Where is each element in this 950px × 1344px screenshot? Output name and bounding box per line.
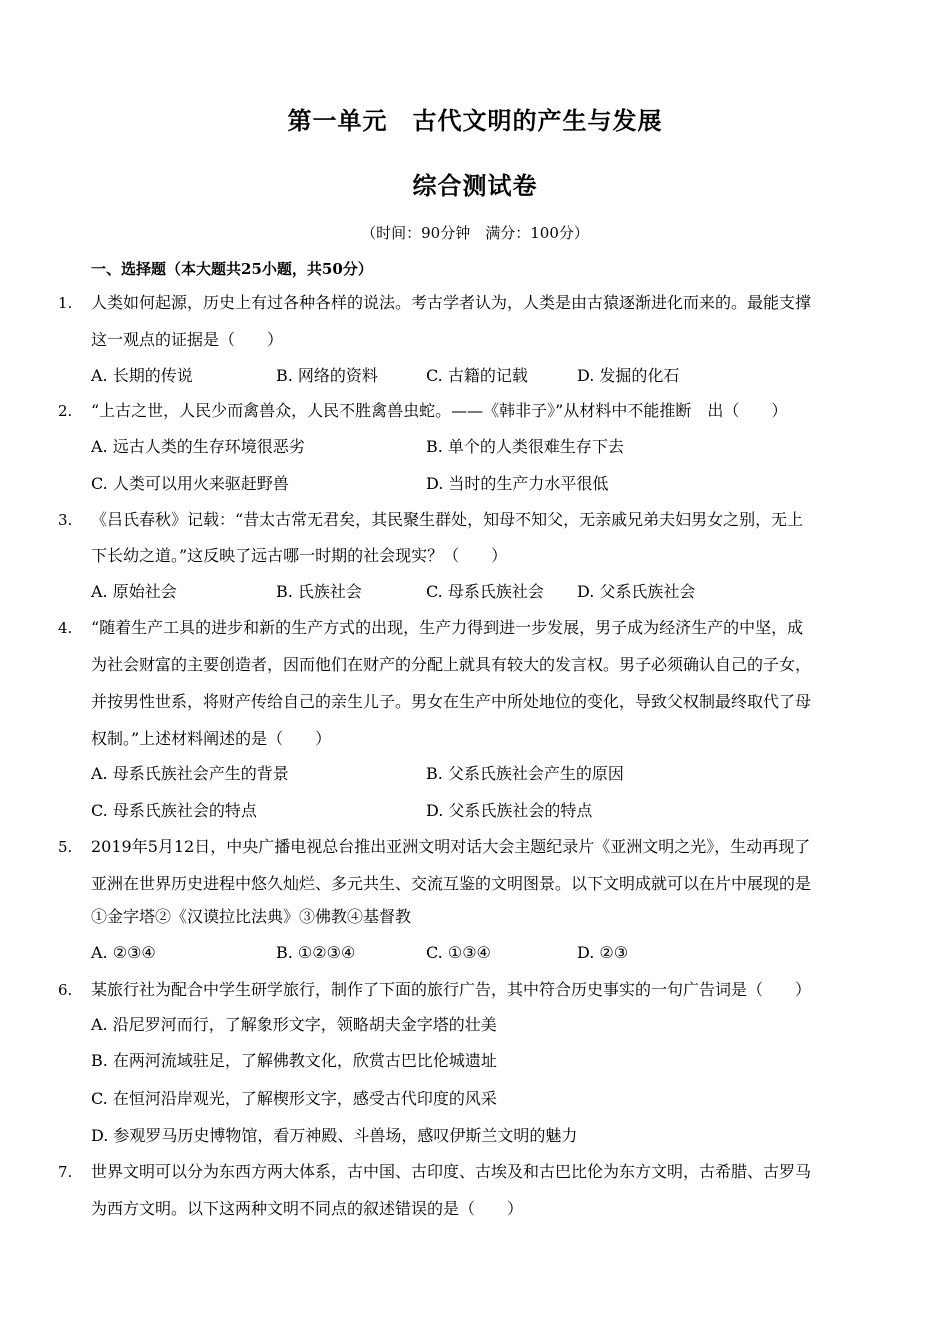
- exam-info: （时间：90分钟 满分：100分）: [361, 224, 589, 242]
- question-text: 为社会财富的主要创造者，因而他们在财产的分配上就具有较大的发言权。男子必须确认自己的子女，: [91, 655, 812, 674]
- option-c: C. 在恒河沿岸观光，了解楔形文字，感受古代印度的风采: [91, 1089, 497, 1108]
- option-a: A. ②③④: [91, 943, 156, 962]
- question-text: 为西方文明。以下这两种文明不同点的叙述错误的是（ ）: [91, 1199, 524, 1218]
- option-c: C. 古籍的记载: [426, 366, 528, 385]
- option-b: B. 父系氏族社会产生的原因: [426, 764, 624, 783]
- question-text: 世界文明可以分为东西方两大体系，古中国、古印度、古埃及和古巴比伦为东方文明，古希腊、古罗马: [91, 1162, 812, 1181]
- question-text: “随着生产工具的进步和新的生产方式的出现，生产力得到进一步发展，男子成为经济生产的中坚，成: [91, 618, 804, 637]
- question-text: 这一观点的证据是（ ）: [91, 330, 284, 349]
- option-b: B. 单个的人类很难生存下去: [426, 437, 624, 456]
- option-c: C. 人类可以用火来驱赶野兽: [91, 474, 289, 493]
- option-d: D. 当时的生产力水平很低: [426, 474, 609, 493]
- question-number: 6.: [58, 981, 73, 999]
- option-a: A. 长期的传说: [91, 366, 193, 385]
- option-d: D. 参观罗马历史博物馆，看万神殿、斗兽场，感叹伊斯兰文明的魅力: [91, 1126, 578, 1145]
- question-text: 下长幼之道。”这反映了远古哪一时期的社会现实？（ ）: [91, 546, 508, 565]
- question-number: 4.: [58, 619, 73, 637]
- option-c: C. ①③④: [426, 943, 491, 962]
- option-a: A. 母系氏族社会产生的背景: [91, 764, 289, 783]
- option-a: A. 沿尼罗河而行，了解象形文字，领略胡夫金字塔的壮美: [91, 1015, 497, 1034]
- option-d: D. 发掘的化石: [577, 366, 680, 385]
- option-b: B. 网络的资料: [276, 366, 378, 385]
- question-text: 《吕氏春秋》记载：“昔太古常无君矣，其民聚生群处，知母不知父，无亲戚兄弟夫妇男女之别，无上: [91, 510, 804, 529]
- question-text: 人类如何起源，历史上有过各种各样的说法。考古学者认为，人类是由古猿逐渐进化而来的。最能支撑: [91, 293, 812, 312]
- question-text: 并按男性世系，将财产传给自己的亲生儿子。男女在生产中所处地位的变化，导致父权制最终取代了母: [91, 692, 812, 711]
- question-text: 某旅行社为配合中学生研学旅行，制作了下面的旅行广告，其中符合历史事实的一句广告词是（ ）: [91, 980, 812, 999]
- option-a: A. 原始社会: [91, 582, 177, 601]
- option-a: A. 远古人类的生存环境很恶劣: [91, 437, 305, 456]
- question-text: 亚洲在世界历史进程中悠久灿烂、多元共生、交流互鉴的文明图景。以下文明成就可以在片中展现的是: [91, 874, 812, 893]
- section-heading: 一、选择题（本大题共25小题，共50分）: [91, 260, 373, 278]
- option-b: B. 在两河流域驻足，了解佛教文化，欣赏古巴比伦城遗址: [91, 1051, 497, 1070]
- page-title: 第一单元 古代文明的产生与发展: [287, 106, 663, 135]
- question-number: 2.: [58, 402, 73, 420]
- question-number: 3.: [58, 511, 73, 529]
- question-number: 1.: [58, 294, 73, 312]
- option-d: D. 父系氏族社会: [577, 582, 696, 601]
- page-subtitle: 综合测试卷: [412, 171, 538, 200]
- option-c: C. 母系氏族社会: [426, 582, 544, 601]
- question-text: ①金字塔②《汉谟拉比法典》③佛教④基督教: [91, 907, 412, 926]
- question-text: “上古之世，人民少而禽兽众，人民不胜禽兽虫蛇。——《韩非子》”从材料中不能推断 出（ ）: [91, 401, 788, 420]
- question-text: 权制。”上述材料阐述的是（ ）: [91, 729, 332, 748]
- question-number: 5.: [58, 838, 73, 856]
- question-text: 2019年5月12日，中央广播电视总台推出亚洲文明对话大会主题纪录片《亚洲文明之光》，生动再现了: [91, 837, 811, 856]
- question-number: 7.: [58, 1163, 73, 1181]
- option-c: C. 母系氏族社会的特点: [91, 801, 257, 820]
- option-d: D. 父系氏族社会的特点: [426, 801, 593, 820]
- option-b: B. 氏族社会: [276, 582, 362, 601]
- option-b: B. ①②③④: [276, 943, 356, 962]
- option-d: D. ②③: [577, 943, 629, 962]
